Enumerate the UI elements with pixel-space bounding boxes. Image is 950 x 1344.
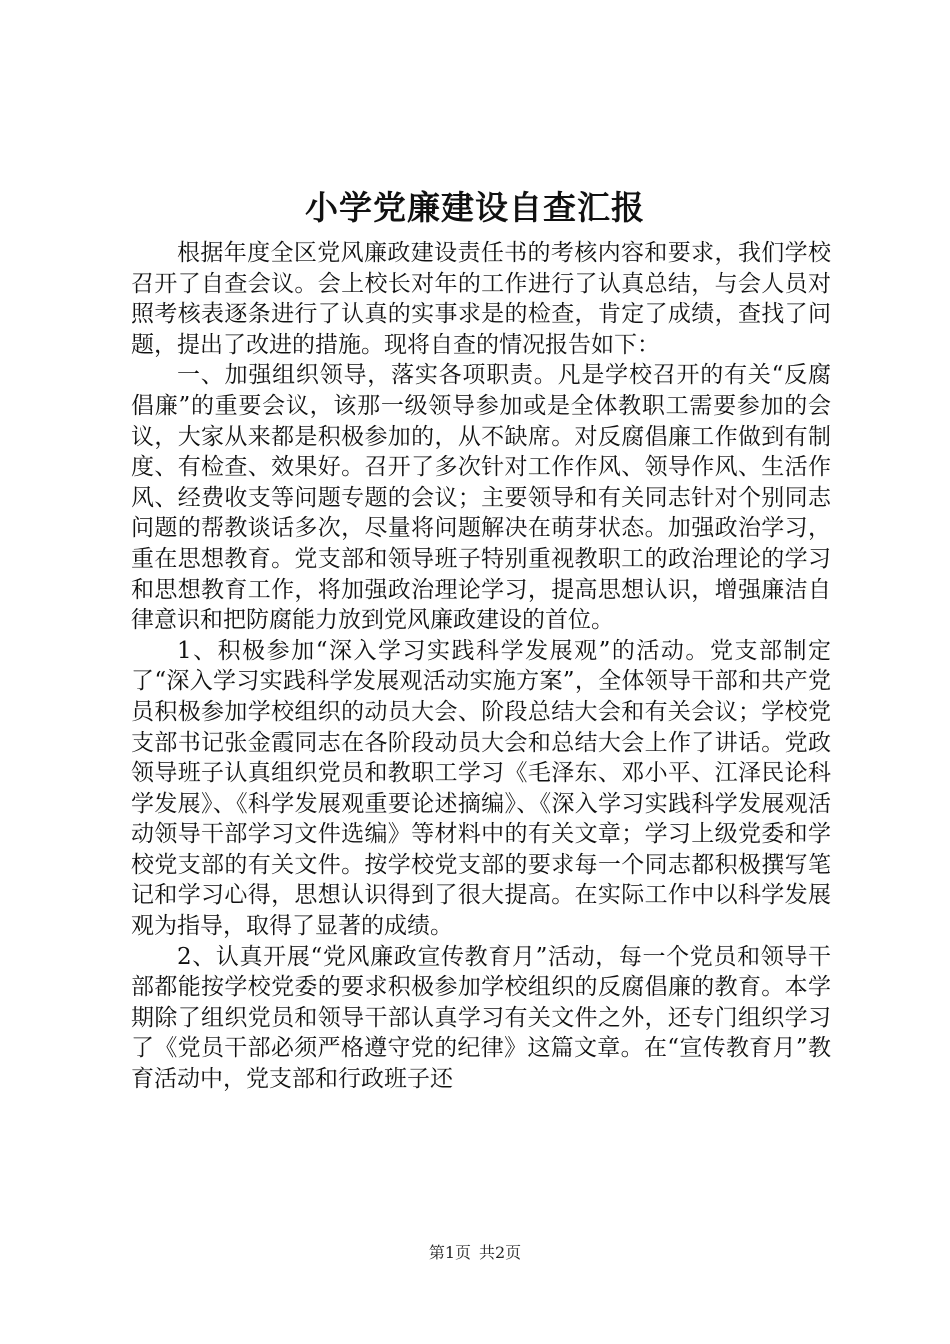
page-total: 共2页: [479, 1243, 522, 1262]
paragraph-item-2: 2、认真开展“党风廉政宣传教育月”活动，每一个党员和领导干部都能按学校党委的要求积极参加学校组织的反腐倡廉的教育。本学期除了组织党员和领导干部认真学习有关文件之外，还专门组织学习了《党员干部必须严格遵守党的纪律》这篇文章。在“宣传教育月”教育活动中，党支部和行政班子还: [131, 943, 831, 1093]
page-footer: [0, 1241, 950, 1265]
paragraph-section-1: 一、加强组织领导，落实各项职责。凡是学校召开的有关“反腐倡廉”的重要会议，该那一级领导参加或是全体教职工需要参加的会议，大家从来都是积极参加的，从不缺席。对反腐倡廉工作做到有制度、有检查、效果好。召开了多次针对工作作风、领导作风、生活作风、经费收支等问题专题的会议；主要领导和有关同志针对个别同志问题的帮教谈话多次，尽量将问题解决在萌芽状态。加强政治学习，重在思想教育。党支部和领导班子特别重视教职工的政治理论的学习和思想教育工作，将加强政治理论学习，提高思想认识，增强廉洁自律意识和把防腐能力放到党风廉政建设的首位。: [131, 362, 831, 634]
page-number: 第1页: [428, 1243, 471, 1262]
paragraph-item-1: 1、积极参加“深入学习实践科学发展观”的活动。党支部制定了“深入学习实践科学发展观活动实施方案”，全体领导干部和共产党员积极参加学校组织的动员大会、阶段总结大会和有关会议；学校党支部书记张金霞同志在各阶段动员大会和总结大会上作了讲话。党政领导班子认真组织党员和教职工学习《毛泽东、邓小平、江泽民论科学发展》、《科学发展观重要论述摘编》、《深入学习实践科学发展观活动领导干部学习文件选编》等材料中的有关文章；学习上级党委和学校党支部的有关文件。按学校党支部的要求每一个同志都积极撰写笔记和学习心得，思想认识得到了很大提高。在实际工作中以科学发展观为指导，取得了显著的成绩。: [131, 637, 831, 940]
document-body: [131, 238, 831, 1095]
document-title: 小学党廉建设自查汇报: [305, 188, 645, 227]
paragraph-intro: 根据年度全区党风廉政建设责任书的考核内容和要求，我们学校召开了自查会议。会上校长对年的工作进行了认真总结，与会人员对照考核表逐条进行了认真的实事求是的检查，肯定了成绩，查找了问题，提出了改进的措施。现将自查的情况报告如下：: [131, 240, 831, 358]
